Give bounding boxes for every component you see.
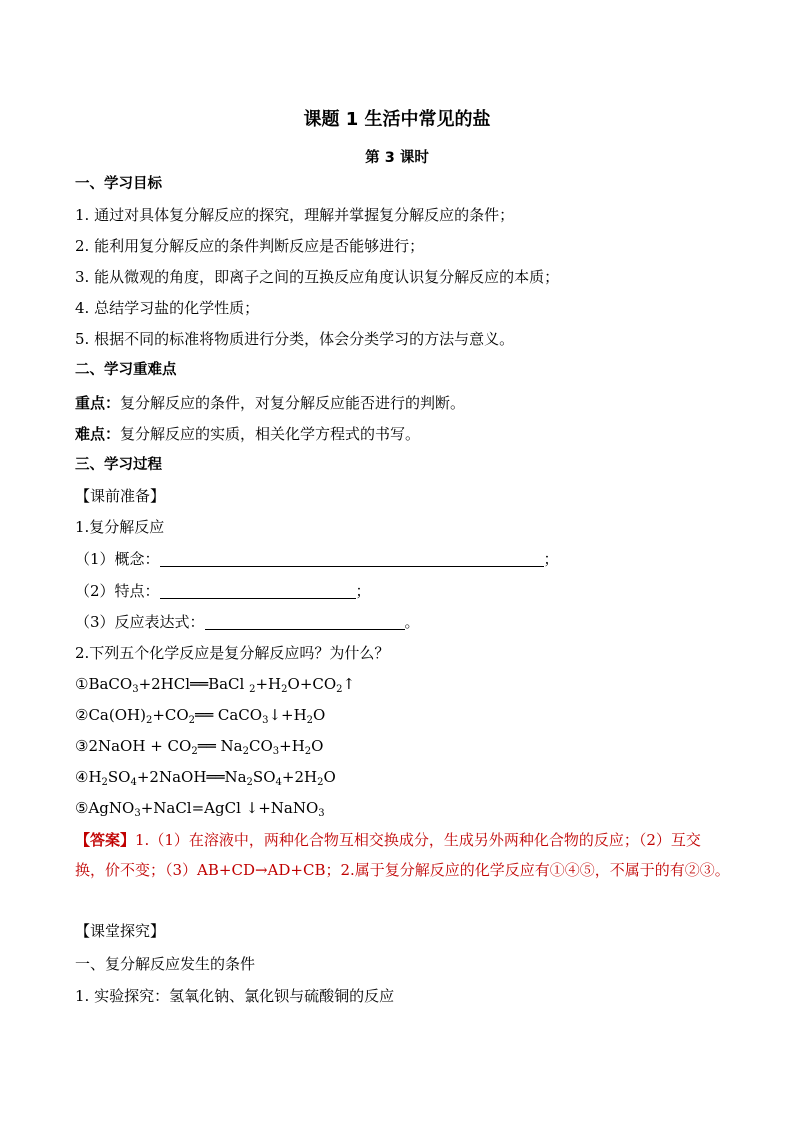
eq3-part: ③2NaOH + CO [75, 737, 192, 755]
question-1c [75, 611, 420, 633]
eq5-part: ⑤AgNO [75, 799, 135, 817]
eq1-part: ①BaCO [75, 675, 133, 693]
experiment-1: 1. 实验探究：氢氧化钠、氯化钡与硫酸铜的反应 [75, 987, 395, 1005]
answer-label: 【答案】 [75, 831, 136, 849]
eq4-part: O [323, 768, 336, 786]
eq2-part: ②Ca(OH) [75, 706, 146, 724]
eq4-part: SO [252, 768, 276, 786]
key-point-text: 复分解反应的条件，对复分解反应能否进行的判断。 [120, 394, 466, 412]
eq4-sub: 2 [246, 777, 253, 788]
eq1-sub: 2 [336, 684, 343, 695]
eq4-part: SO [107, 768, 131, 786]
key-point-label: 重点： [75, 394, 121, 412]
goal-item-4: 4. 总结学习盐的化学性质； [75, 299, 260, 317]
goal-item-2: 2. 能利用复分解反应的条件判断反应是否能够进行； [75, 237, 425, 255]
goal-item-5: 5. 根据不同的标准将物质进行分类，体会分类学习的方法与意义。 [75, 330, 515, 348]
eq1-part: +2HCl══BaCl [138, 675, 250, 693]
eq1-part: +H [255, 675, 282, 693]
eq2-sub: 2 [145, 715, 153, 726]
eq3-sub: 2 [242, 746, 249, 757]
equation-3 [75, 735, 323, 763]
equation-5 [75, 797, 325, 825]
eq1-sub: 2 [249, 684, 256, 695]
eq3-part: O [311, 737, 324, 755]
prep-title: 【课前准备】 [75, 487, 166, 505]
key-point [75, 392, 465, 414]
question-1: 1.复分解反应 [75, 518, 165, 536]
equation-2 [75, 704, 325, 732]
difficult-point-text: 复分解反应的实质，相关化学方程式的书写。 [120, 425, 421, 443]
eq1-part: O+CO [287, 675, 337, 693]
eq2-part: +CO [152, 706, 189, 724]
difficult-point [75, 423, 420, 445]
eq3-sub: 3 [272, 746, 280, 757]
question-1b [75, 580, 371, 602]
eq4-part: ④H [75, 768, 102, 786]
eq4-sub: 4 [130, 777, 137, 788]
eq1-sub: 3 [132, 684, 139, 695]
difficult-point-label: 难点： [75, 425, 121, 443]
question-1b-end: ； [355, 582, 371, 600]
eq4-part: +2H [281, 768, 318, 786]
eq4-sub: 2 [317, 777, 324, 788]
question-1a [75, 548, 559, 570]
eq5-part: +NaCl=AgCl ↓+NaNO [140, 799, 319, 817]
section-heading-process: 三、学习过程 [75, 457, 162, 473]
answer-text: 1.（1）在溶液中，两种化合物互相交换成分，生成另外两种化合物的反应；（2）互交换，价不变；（3）AB+CD→AD+CB；2.属于复分解反应的化学反应有①④⑤，不属于的有②③。 [75, 831, 730, 879]
goal-item-3: 3. 能从微观的角度，即离子之间的互换反应角度认识复分解反应的本质； [75, 268, 560, 286]
question-1a-end: ； [543, 550, 559, 568]
eq4-sub: 4 [275, 777, 282, 788]
class-explore-title: 【课堂探究】 [75, 922, 166, 940]
eq2-part: ↓+H [268, 706, 307, 724]
eq1-part: ↑ [342, 675, 356, 693]
eq2-sub: 2 [306, 715, 314, 726]
eq3-part: ══ Na [197, 737, 243, 755]
eq3-part: +H [279, 737, 305, 755]
question-1c-end: 。 [404, 613, 420, 631]
eq2-sub: 2 [188, 715, 196, 726]
question-1c-label: （3）反应表达式： [75, 613, 205, 631]
eq2-sub: 3 [262, 715, 269, 726]
eq3-part: CO [248, 737, 273, 755]
goal-item-1: 1. 通过对具体复分解反应的探究，理解并掌握复分解反应的条件； [75, 206, 515, 224]
eq4-part: +2NaOH══Na [136, 768, 247, 786]
eq1-sub: 2 [281, 684, 288, 695]
equation-4 [75, 766, 336, 794]
eq5-sub: 3 [134, 808, 141, 819]
question-1b-label: （2）特点： [75, 582, 160, 600]
eq3-sub: 2 [191, 746, 198, 757]
question-1a-label: （1）概念： [75, 550, 160, 568]
page-title: 课题 1 生活中常见的盐 [303, 109, 491, 130]
eq5-sub: 3 [318, 808, 325, 819]
question-2: 2.下列五个化学反应是复分解反应吗？为什么？ [75, 644, 390, 662]
eq2-part: O [313, 706, 326, 724]
page-subtitle: 第 3 课时 [365, 150, 429, 166]
part-1-heading: 一、复分解反应发生的条件 [75, 955, 256, 973]
answer-blank-expression[interactable] [205, 613, 405, 630]
equation-1 [75, 673, 355, 701]
eq3-sub: 2 [304, 746, 312, 757]
answer-block [75, 825, 730, 885]
answer-blank-feature[interactable] [160, 582, 356, 599]
section-heading-goals: 一、学习目标 [75, 176, 162, 192]
section-heading-keypoints: 二、学习重难点 [75, 362, 177, 378]
answer-blank-concept[interactable] [160, 550, 544, 567]
eq2-part: ══ CaCO [195, 706, 263, 724]
eq4-sub: 2 [101, 777, 108, 788]
